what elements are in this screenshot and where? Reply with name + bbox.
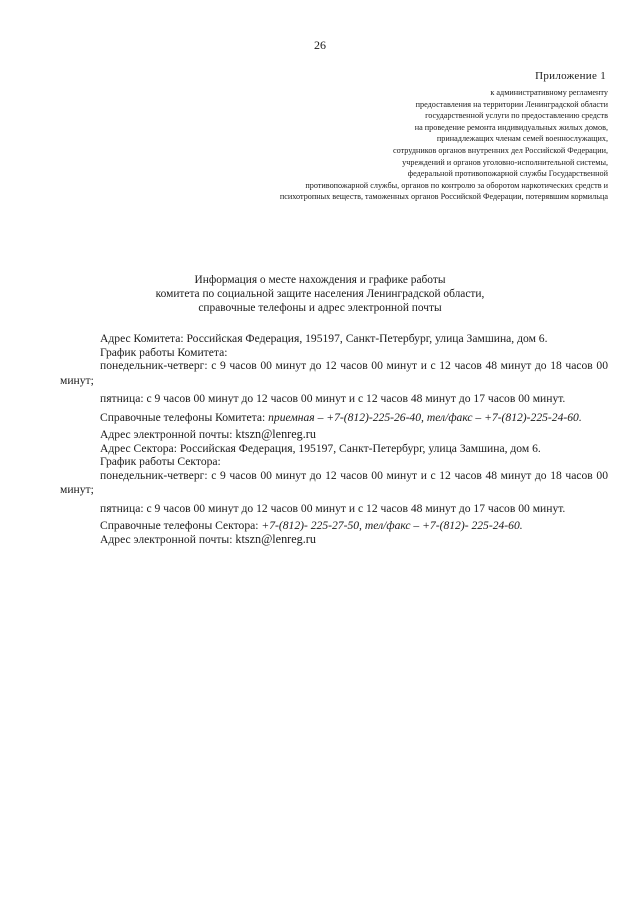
sector-email-link[interactable]: ktszn@lenreg.ru [235,532,316,547]
committee-schedule-mon-thu: понедельник-четверг: с 9 часов 00 минут до 12 часов 00 минут и с 12 часов 48 минут до 18 часов 00 минут; [60,359,608,387]
committee-schedule-heading: График работы Комитета: [100,345,228,359]
title-line: Информация о месте нахождения и графике работы [194,274,446,286]
regulation-ref-line: к административному регламенту [490,88,608,97]
sector-phones [60,519,608,533]
sector-email-label: Адрес электронной почты: [100,533,236,547]
regulation-ref-line: на проведение ремонта индивидуальных жилых домов, [414,122,608,132]
appendix-label: Приложение 1 [535,70,606,82]
title-line: справочные телефоны и адрес электронной почты [198,302,442,314]
regulation-ref-line: принадлежащих членам семей военнослужащих, [436,134,608,144]
document-title [0,273,640,315]
page-number: 26 [314,38,326,52]
committee-phones [60,411,608,426]
committee-email [60,428,608,442]
regulation-reference [188,87,608,203]
sector-schedule-mon-thu: понедельник-четверг: с 9 часов 00 минут до 12 часов 00 минут и с 12 часов 48 минут до 18 часов 00 минут; [60,468,608,497]
committee-phones-label: Справочные телефоны Комитета: [100,410,269,424]
committee-schedule-friday: пятница: с 9 часов 00 минут до 12 часов 00 минут и с 12 часов 48 минут до 17 часов 00 минут. [100,392,566,406]
sector-address: Адрес Сектора: Российская Федерация, 195197, Санкт-Петербург, улица Замшина, дом 6. [100,441,541,455]
committee-email-link[interactable]: ktszn@lenreg.ru [235,427,316,442]
regulation-ref-line: противопожарной службы, органов по контролю за оборотом наркотических средств и [305,180,608,190]
sector-email [60,533,608,547]
regulation-ref-line: федеральной противопожарной службы Государственной [407,169,608,179]
regulation-ref-line: психотропных веществ, таможенных органов Российской Федерации, потерявшим кормильца [279,192,608,202]
title-line: комитета по социальной защите населения Ленинградской области, [155,288,485,300]
sector-schedule-heading: График работы Сектора: [100,455,221,469]
regulation-ref-line: учреждений и органов уголовно-исполнительной системы, [402,157,608,167]
regulation-ref-line: государственной услуги по предоставлению средств [425,111,608,121]
regulation-ref-line: сотрудников органов внутренних дел Российской Федерации, [393,145,608,155]
document-body [60,332,608,547]
sector-phones-value: +7-(812)- 225-27-50, тел/факс – +7-(812)- 225-24-60. [261,519,523,533]
sector-schedule-friday: пятница: с 9 часов 00 минут до 12 часов 00 минут и с 12 часов 48 минут до 17 часов 00 минут. [100,501,566,515]
committee-email-label: Адрес электронной почты: [100,428,236,442]
committee-address: Адрес Комитета: Российская Федерация, 195197, Санкт-Петербург, улица Замшина, дом 6. [100,332,548,345]
committee-phones-value: приемная – +7-(812)-225-26-40, тел/факс – +7-(812)-225-24-60. [268,410,582,424]
regulation-ref-line: предоставления на территории Ленинградской области [415,99,608,109]
sector-phones-label: Справочные телефоны Сектора: [100,519,262,533]
